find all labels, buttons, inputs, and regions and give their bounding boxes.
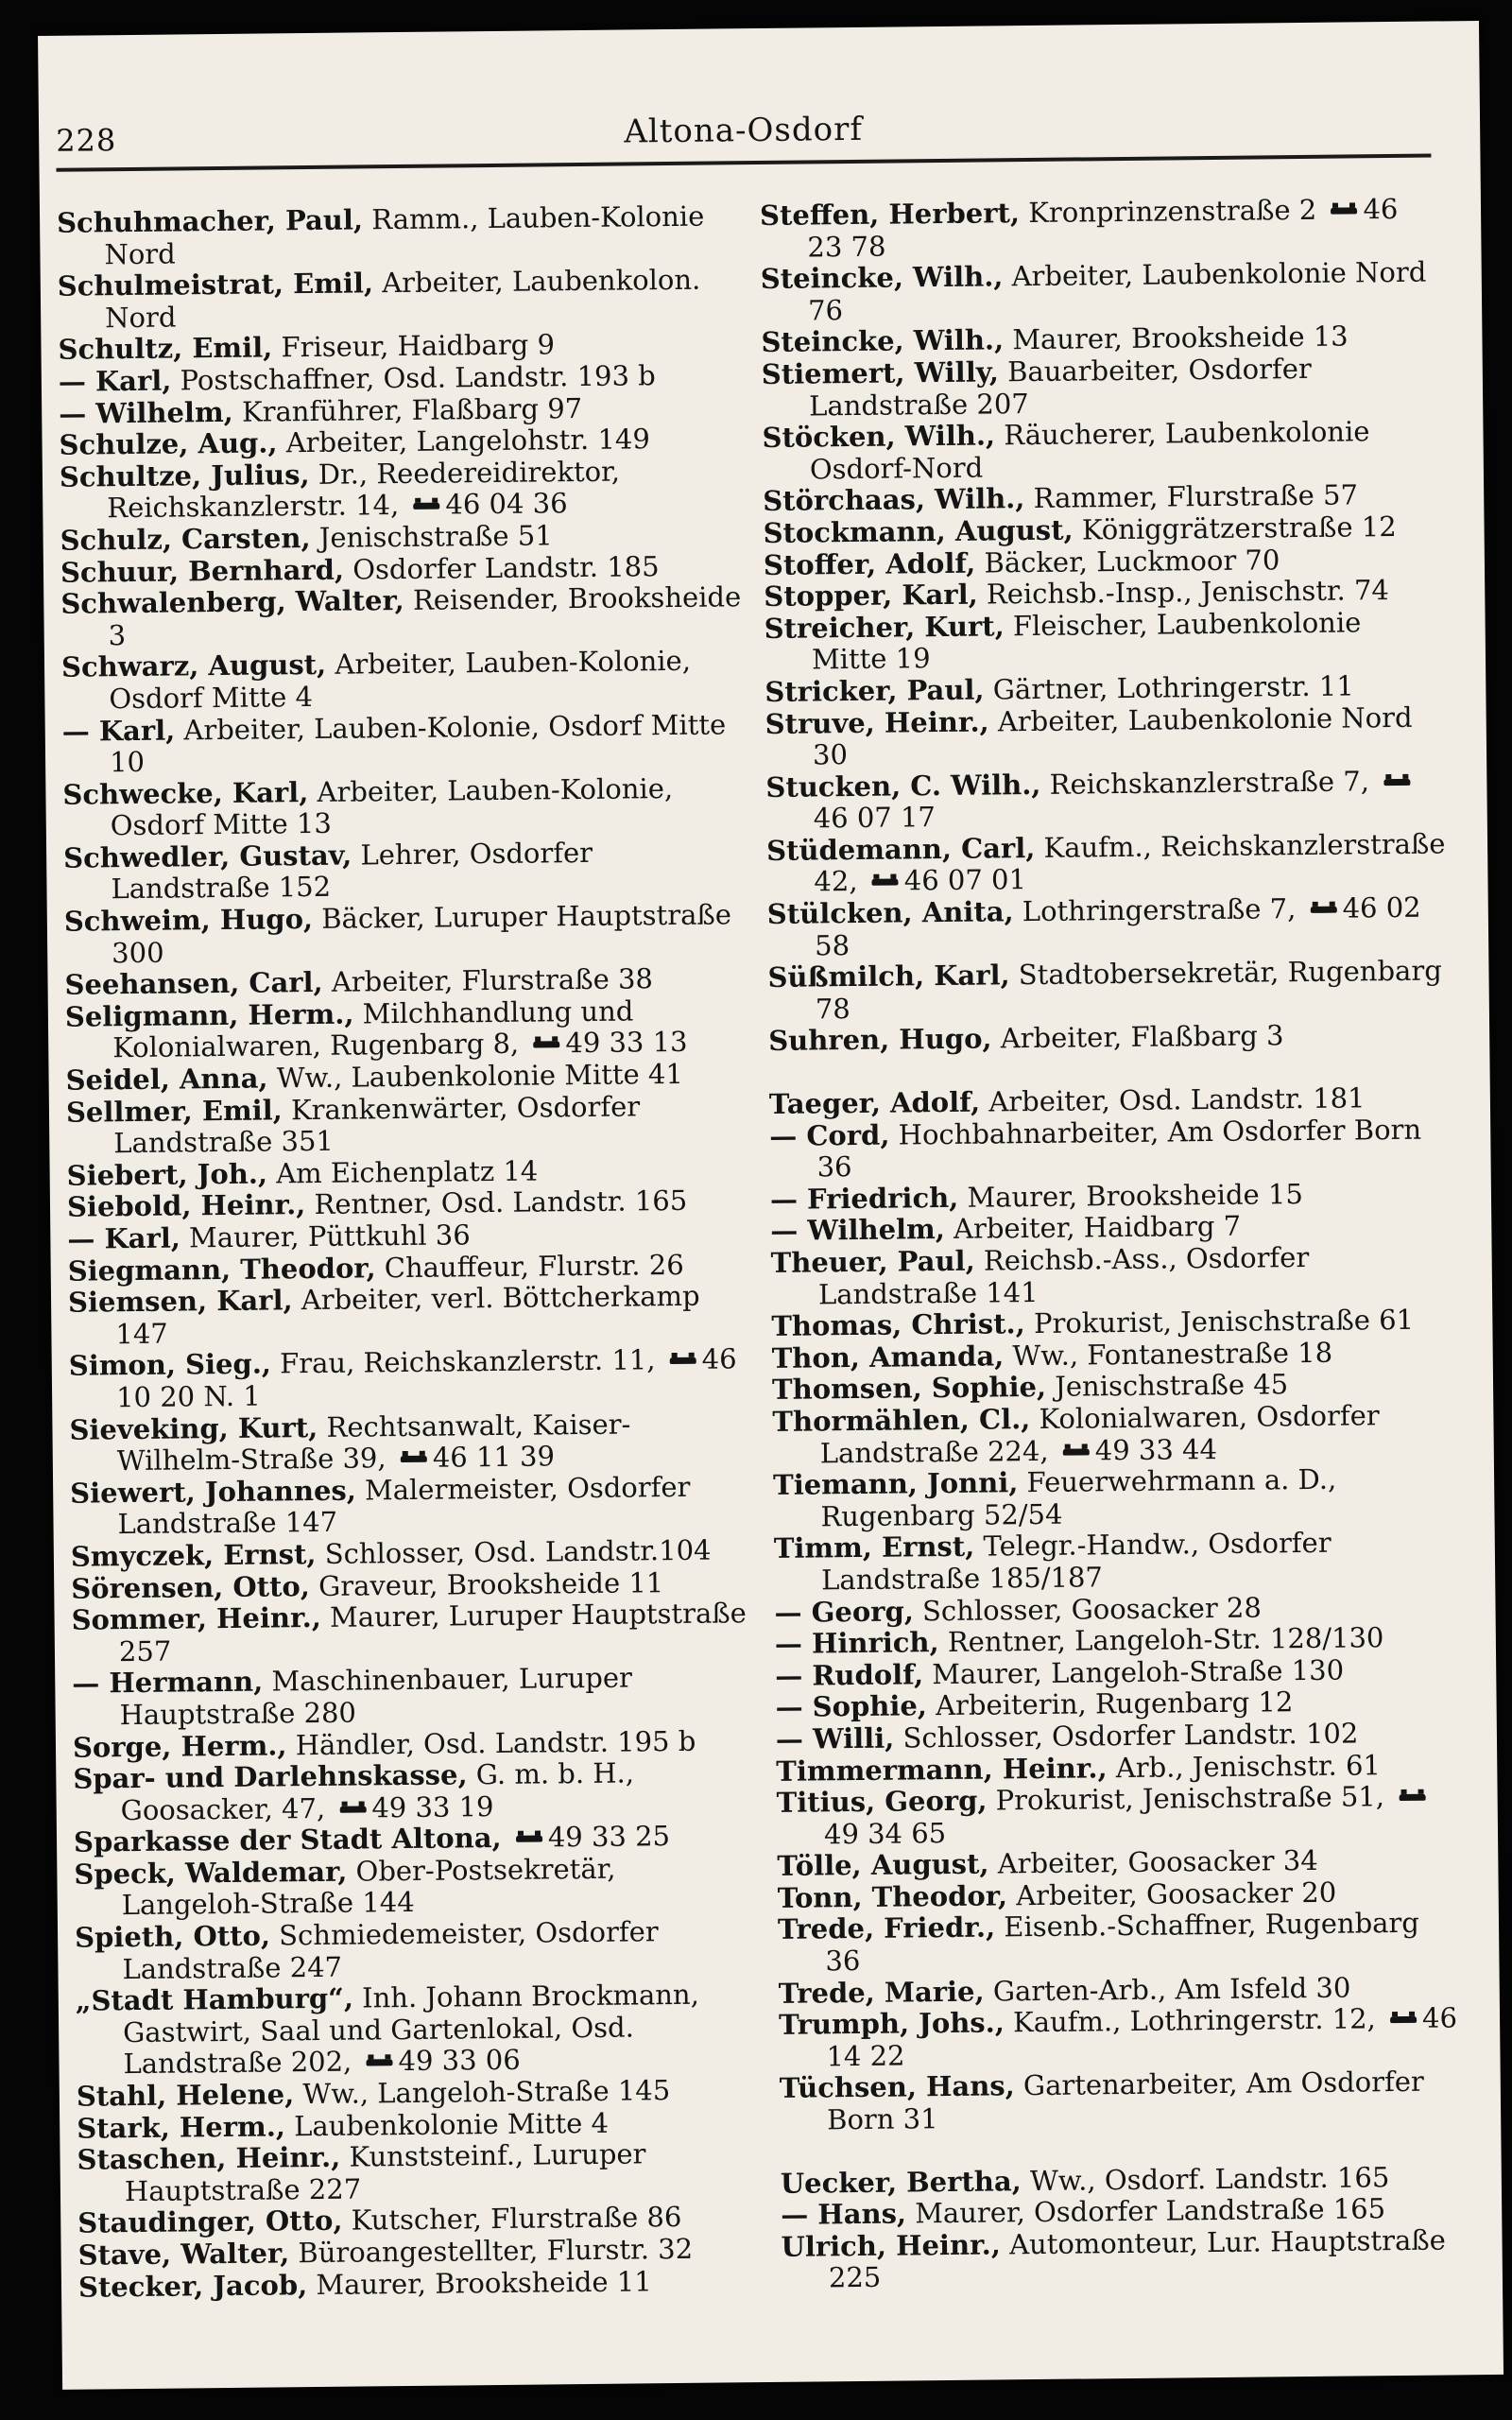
entry-name: Struve, Heinr., xyxy=(765,704,989,740)
entry-name: — Georg, xyxy=(774,1594,915,1629)
directory-entry xyxy=(762,352,1443,423)
entry-name: Schulmeistrat, Emil, xyxy=(57,267,374,302)
left-column xyxy=(57,200,759,2304)
directory-entry xyxy=(65,994,747,1065)
directory-entry xyxy=(765,701,1447,772)
phone-number: 49 34 65 xyxy=(823,1816,947,1851)
entry-details: Rammer, Flurstraße 57 xyxy=(1024,478,1359,515)
directory-entry xyxy=(69,1408,750,1478)
entry-details: Krankenwärter, Osdorfer Landstraße 351 xyxy=(113,1090,641,1160)
entry-name: Tonn, Theodor, xyxy=(777,1879,1008,1914)
entry-name: Thomsen, Sophie, xyxy=(771,1371,1047,1407)
directory-entry xyxy=(769,1114,1451,1184)
directory-entry xyxy=(760,193,1441,264)
entry-details: Garten-Arb., Am Isfeld 30 xyxy=(984,1971,1351,2008)
directory-entry xyxy=(768,1019,1449,1058)
telephone-icon xyxy=(872,877,899,889)
entry-details: Räucherer, Laubenkolonie Osdorf-Nord xyxy=(809,415,1370,486)
entry-details: Arbeiter, Goosacker 20 xyxy=(1006,1876,1337,1912)
directory-entry xyxy=(58,264,739,335)
entry-name: — Sophie, xyxy=(775,1689,928,1724)
entry-name: Siemsen, Karl, xyxy=(67,1284,293,1319)
entry-name: Timmermann, Heinr., xyxy=(776,1751,1108,1788)
entry-name: Stark, Herm., xyxy=(77,2109,286,2145)
entry-name: Stülcken, Anita, xyxy=(766,895,1014,931)
entry-name: Thormählen, Cl., xyxy=(772,1403,1031,1438)
entry-name: Schulze, Aug., xyxy=(59,426,278,461)
entry-details: Schlosser, Osdorfer Landstr. 102 xyxy=(894,1717,1359,1754)
telephone-icon xyxy=(1331,205,1357,216)
entry-name: Sparkasse der Stadt Altona, xyxy=(73,1822,502,1858)
entry-name: Sommer, Heinr., xyxy=(71,1601,321,1636)
entry-name: — Karl, xyxy=(58,364,172,398)
directory-entry xyxy=(774,1527,1455,1598)
telephone-icon xyxy=(413,501,439,512)
entry-details: Eisenb.-Schaffner, Rugenbarg 36 xyxy=(825,1907,1420,1978)
entry-name: Schwedler, Gustav, xyxy=(62,838,352,874)
entry-details: Gartenarbeiter, Am Osdorfer Born 31 xyxy=(826,2066,1424,2136)
entry-name: Tüchsen, Hans, xyxy=(779,2069,1015,2105)
entry-name: Schwalenberg, Walter, xyxy=(60,584,404,620)
entry-name: Staschen, Heinr., xyxy=(77,2140,341,2176)
entry-details: Maurer, Brooksheide 11 xyxy=(307,2264,652,2301)
entry-details: Königgrätzerstraße 12 xyxy=(1073,510,1397,546)
directory-entry xyxy=(60,455,741,526)
entry-name: Trumph, Johs., xyxy=(778,2006,1005,2042)
directory-entry xyxy=(73,1756,754,1827)
entry-details: Maurer, Luruper Hauptstraße 257 xyxy=(118,1597,747,1668)
directory-entry xyxy=(64,899,746,970)
directory-entry xyxy=(762,416,1443,487)
entry-name: Schulz, Carsten, xyxy=(60,521,311,557)
phone-number: 46 02 58 xyxy=(814,890,1421,962)
directory-entry xyxy=(778,1908,1459,1979)
telephone-icon xyxy=(1063,1446,1090,1458)
entry-details: Am Eichenplatz 14 xyxy=(266,1154,539,1190)
entry-details: Feuerwehrmann a. D., Rugenbarg 52/54 xyxy=(820,1462,1337,1533)
entry-details: Arbeiter, Goosacker 34 xyxy=(988,1844,1318,1880)
entry-details: Gärtner, Lothringerstr. 11 xyxy=(984,669,1354,706)
entry-name: Störchaas, Wilh., xyxy=(763,482,1025,518)
entry-name: „Stadt Hamburg“, xyxy=(75,1981,354,2017)
phone-number: 46 23 78 xyxy=(807,192,1399,264)
entry-details: Ww., Langeloh-Straße 145 xyxy=(294,2074,671,2111)
entry-details: Arbeiter, Laubenkolonie Nord 30 xyxy=(812,700,1413,771)
entry-details: Maurer, Langeloh-Straße 130 xyxy=(922,1653,1345,1690)
entry-name: Smyczek, Ernst, xyxy=(70,1537,317,1573)
phone-number: 46 07 17 xyxy=(813,801,936,835)
entry-details: Arbeiter, verl. Böttcherkamp 147 xyxy=(115,1279,700,1350)
page-header xyxy=(56,105,1432,176)
entry-name: Spieth, Otto, xyxy=(74,1919,271,1954)
entry-name: Sorge, Herm., xyxy=(72,1728,287,1764)
entry-name: — Karl, xyxy=(61,714,176,748)
entry-details: Lothringerstraße 7, xyxy=(1013,892,1297,928)
entry-name: Schweim, Hugo, xyxy=(63,903,314,938)
entry-details: Milchhandlung und Kolonialwaren, Rugenbarg 8, xyxy=(112,994,634,1064)
directory-entry xyxy=(62,709,744,780)
entry-name: Spar- und Darlehnskasse, xyxy=(73,1758,468,1795)
phone-number: 49 33 44 xyxy=(1094,1432,1218,1466)
directory-entry xyxy=(60,581,742,652)
directory-entry xyxy=(70,1471,751,1542)
directory-entry xyxy=(71,1598,752,1668)
entry-name: Stüdemann, Carl, xyxy=(765,831,1036,867)
telephone-icon xyxy=(670,1356,696,1367)
entry-name: — Hans, xyxy=(781,2197,907,2232)
entry-details: Lehrer, Osdorfer Landstraße 152 xyxy=(111,836,593,906)
entry-details: Arbeiter, Langelohstr. 149 xyxy=(277,423,651,459)
directory-entry xyxy=(773,1463,1454,1534)
directory-entry xyxy=(781,2224,1462,2295)
entry-details: Maurer, Brooksheide 15 xyxy=(958,1177,1303,1214)
entry-details: Stadtobersekretär, Rugenbarg 78 xyxy=(815,954,1442,1026)
entry-name: Theuer, Paul, xyxy=(770,1244,975,1279)
entry-name: Siewert, Johannes, xyxy=(70,1474,357,1510)
directory-entry xyxy=(72,1661,753,1732)
directory-entry xyxy=(76,1979,757,2081)
entry-details: Laubenkolonie Mitte 4 xyxy=(284,2106,610,2142)
entry-details: Schlosser, Goosacker 28 xyxy=(913,1591,1263,1627)
entry-name: Trede, Friedr., xyxy=(777,1910,996,1946)
telephone-icon xyxy=(1311,905,1337,916)
telephone-icon xyxy=(1383,777,1410,788)
entry-name: Seidel, Anna, xyxy=(65,1062,268,1097)
entry-details: Schmiedemeister, Osdorfer Landstraße 247 xyxy=(122,1915,659,1985)
directory-entry xyxy=(761,257,1442,328)
entry-details: Maurer, Püttkuhl 36 xyxy=(180,1219,471,1254)
telephone-icon xyxy=(1390,2014,1417,2026)
entry-details: Arb., Jenischstr. 61 xyxy=(1107,1748,1382,1784)
entry-name: Uecker, Bertha, xyxy=(780,2164,1022,2200)
entry-details: Reichsb.-Ass., Osdorfer Landstraße 141 xyxy=(817,1240,1310,1311)
entry-name: Streicher, Kurt, xyxy=(764,610,1005,645)
phone-number: 46 14 22 xyxy=(826,2001,1458,2073)
entry-name: Seehansen, Carl, xyxy=(64,966,323,1001)
entry-name: Stoffer, Adolf, xyxy=(763,546,976,581)
entry-details: Büroangestellter, Flurstr. 32 xyxy=(289,2232,694,2270)
directory-entry xyxy=(61,646,743,717)
phone-number: 46 11 39 xyxy=(432,1440,556,1474)
entry-name: Süßmilch, Karl, xyxy=(767,959,1010,994)
entry-details: Arbeiter, Laubenkolon. Nord xyxy=(104,263,701,335)
directory-entry xyxy=(776,1780,1457,1851)
entry-name: Steincke, Wilh., xyxy=(760,260,1004,296)
directory-entry xyxy=(57,200,738,271)
phone-number: 49 33 13 xyxy=(565,1026,688,1060)
entry-name: Siegmann, Theodor, xyxy=(67,1251,376,1288)
entry-name: Ulrich, Heinr., xyxy=(781,2228,1002,2263)
header-rule xyxy=(57,154,1432,172)
phone-number: 49 33 25 xyxy=(547,1820,671,1854)
entry-details: Schlosser, Osd. Landstr.104 xyxy=(316,1533,712,1570)
entry-details: Rentner, Osd. Landstr. 165 xyxy=(305,1184,688,1221)
directory-entry xyxy=(765,765,1447,836)
entry-details: Ww., Fontanestraße 18 xyxy=(1004,1336,1333,1373)
entry-details: Händler, Osd. Landstr. 195 b xyxy=(286,1724,696,1761)
directory-entry xyxy=(63,836,745,907)
entry-name: Steffen, Herbert, xyxy=(759,197,1021,232)
entry-details: Kronprinzenstraße 2 xyxy=(1019,193,1317,230)
entry-details: Reisender, Brooksheide 3 xyxy=(108,580,742,651)
entry-name: Schuur, Bernhard, xyxy=(60,553,345,589)
entry-name: Schultz, Emil, xyxy=(58,331,273,367)
entry-name: Seligmann, Herm., xyxy=(64,997,354,1033)
entry-details: Malermeister, Osdorfer Landstraße 147 xyxy=(117,1470,691,1541)
entry-details: Kunststeinf., Luruper Hauptstraße 227 xyxy=(124,2137,646,2207)
directory-entry xyxy=(764,606,1445,677)
entry-details: Arbeiter, Laubenkolonie Nord 76 xyxy=(807,255,1427,327)
directory-entry xyxy=(62,772,744,843)
entry-name: Trede, Marie, xyxy=(778,1975,985,2010)
entry-details: Rechtsanwalt, Kaiser-Wilhelm-Straße 39, xyxy=(116,1408,631,1478)
entry-name: — Karl, xyxy=(67,1221,181,1255)
phone-number: 46 10 20 N. 1 xyxy=(115,1342,737,1414)
entry-name: Simon, Sieg., xyxy=(68,1347,272,1383)
entry-details: Rentner, Langeloh-Str. 128/130 xyxy=(938,1621,1384,1659)
entry-name: — Wilhelm, xyxy=(770,1213,946,1248)
entry-name: Schwarz, August, xyxy=(60,648,327,684)
entry-name: Sieveking, Kurt, xyxy=(69,1410,318,1446)
entry-details: Prokurist, Jenischstraße 51, xyxy=(987,1780,1385,1817)
directory-entry xyxy=(767,956,1449,1027)
entry-details: Arbeiter, Osd. Landstr. 181 xyxy=(979,1081,1366,1118)
entry-name: Stiemert, Willy, xyxy=(761,355,1000,390)
directory-entry xyxy=(779,2003,1460,2074)
phone-number: 49 33 19 xyxy=(371,1789,494,1824)
running-title: Altona-Osdorf xyxy=(624,110,864,151)
entry-details: Dr., Reedereidirektor, Reichskanzlerstr. 14, xyxy=(107,455,621,525)
directory-entry xyxy=(68,1280,749,1351)
entry-details: Kutscher, Flurstraße 86 xyxy=(342,2201,682,2238)
entry-details: Jenischstraße 51 xyxy=(310,519,553,554)
entry-details: Bauarbeiter, Osdorfer Landstraße 207 xyxy=(809,352,1312,423)
entry-name: Siebold, Heinr., xyxy=(66,1188,306,1224)
directory-entry xyxy=(767,891,1449,962)
entry-details: Ramm., Lauben-Kolonie Nord xyxy=(104,199,705,270)
entry-details: Ober-Postsekretär, Langeloh-Straße 144 xyxy=(121,1852,616,1922)
entry-details: Inh. Johann Brockmann, Gastwirt, Saal und Gartenlokal, Osd. Landstraße 202, xyxy=(122,1979,700,2081)
telephone-icon xyxy=(516,1834,542,1845)
directory-entry xyxy=(766,828,1448,899)
entry-details: Friseur, Haidbarg 9 xyxy=(272,328,556,364)
directory-entry xyxy=(771,1240,1452,1311)
entry-name: Steincke, Wilh., xyxy=(761,323,1005,359)
telephone-icon xyxy=(401,1454,427,1465)
directory-entry xyxy=(77,2137,758,2208)
entry-details: Arbeiter, Lauben-Kolonie, Osdorf Mitte 13 xyxy=(110,771,674,842)
entry-name: — Friedrich, xyxy=(769,1181,959,1216)
directory-entry xyxy=(78,2265,759,2304)
entry-name: — Rudolf, xyxy=(775,1657,924,1692)
telephone-icon xyxy=(533,1040,559,1051)
phone-number: 46 07 01 xyxy=(903,863,1027,897)
right-column xyxy=(760,193,1462,2294)
entry-name: Sörensen, Otto, xyxy=(71,1569,311,1605)
phone-number: 49 33 06 xyxy=(398,2044,521,2078)
entry-name: Taeger, Adolf, xyxy=(768,1085,981,1120)
entry-details: Automonteur, Lur. Hauptstraße 225 xyxy=(828,2223,1446,2294)
entry-details: Osdorfer Landstr. 185 xyxy=(343,549,660,586)
entry-name: Schuhmacher, Paul, xyxy=(56,203,364,239)
entry-details: Chauffeur, Flurstr. 26 xyxy=(375,1248,684,1284)
entry-name: Schwecke, Karl, xyxy=(62,775,309,811)
entry-name: Staudinger, Otto, xyxy=(77,2204,343,2240)
entry-name: Tiemann, Jonni, xyxy=(772,1466,1019,1502)
entry-details: Arbeiter, Haidbarg 7 xyxy=(944,1210,1242,1246)
entry-details: Telegr.-Handw., Osdorfer Landstraße 185/187 xyxy=(821,1527,1332,1597)
entry-details: Arbeiterin, Rugenbarg 12 xyxy=(926,1685,1294,1722)
entry-name: — Hermann, xyxy=(72,1665,264,1701)
entry-name: Stahl, Helene, xyxy=(76,2078,295,2113)
entry-details: Maschinenbauer, Luruper Hauptstraße 280 xyxy=(119,1661,633,1732)
entry-details: Maurer, Osdorfer Landstraße 165 xyxy=(905,2192,1386,2230)
page-number: 228 xyxy=(56,122,117,159)
entry-name: Stopper, Karl, xyxy=(764,578,978,614)
entry-name: Stecker, Jacob, xyxy=(77,2268,308,2304)
entry-details: Arbeiter, Flaßbarg 3 xyxy=(991,1019,1284,1055)
entry-name: Timm, Ernst, xyxy=(773,1530,975,1565)
entry-name: — Hinrich, xyxy=(774,1626,939,1661)
directory-entry xyxy=(772,1399,1453,1470)
entry-details: G. m. b. H., Goosacker, 47, xyxy=(120,1756,635,1826)
entry-name: Stricker, Paul, xyxy=(765,673,985,708)
entry-details: Frau, Reichskanzlerstr. 11, xyxy=(270,1343,656,1380)
entry-name: Titius, Georg, xyxy=(776,1784,988,1819)
entry-details: Hochbahnarbeiter, Am Osdorfer Born 36 xyxy=(816,1113,1422,1184)
entry-details: Bäcker, Luruper Hauptstraße 300 xyxy=(112,898,732,969)
entry-details: Prokurist, Jenischstraße 61 xyxy=(1024,1304,1415,1340)
entry-details: Maurer, Brooksheide 13 xyxy=(1003,320,1349,356)
entry-name: Siebert, Joh., xyxy=(66,1157,268,1192)
directory-entry xyxy=(74,1852,755,1923)
entry-name: — Cord, xyxy=(769,1118,890,1152)
directory-page xyxy=(38,21,1503,2390)
entry-name: Thomas, Christ., xyxy=(771,1307,1025,1343)
entry-details: Arbeiter, Lauben-Kolonie, Osdorf Mitte 10 xyxy=(109,707,727,779)
entry-details: Graveur, Brooksheide 11 xyxy=(309,1565,664,1602)
entry-name: Stucken, C. Wilh., xyxy=(765,768,1041,804)
entry-name: Thon, Amanda, xyxy=(771,1340,1005,1374)
directory-entry xyxy=(780,2066,1461,2137)
phone-number: 46 04 36 xyxy=(445,487,568,521)
entry-name: Stöcken, Wilh., xyxy=(762,419,996,455)
entry-details: Reichsb.-Insp., Jenischstr. 74 xyxy=(977,574,1390,611)
entry-details: Arbeiter, Flurstraße 38 xyxy=(322,962,654,999)
entry-details: Bäcker, Luckmoor 70 xyxy=(975,543,1280,579)
directory-entry xyxy=(69,1344,750,1415)
entry-name: Schultze, Julius, xyxy=(59,458,310,493)
entry-details: Ww., Osdorf. Landstr. 165 xyxy=(1021,2160,1390,2197)
entry-details: Arbeiter, Lauben-Kolonie, Osdorf Mitte 4 xyxy=(109,645,692,716)
directory-entry xyxy=(75,1915,756,1986)
entry-details: Jenischstraße 45 xyxy=(1045,1368,1289,1404)
entry-name: — Willi, xyxy=(775,1721,895,1755)
entry-name: Speck, Waldemar, xyxy=(74,1855,348,1891)
entry-name: Suhren, Hugo, xyxy=(768,1022,992,1058)
entry-name: Tölle, August, xyxy=(777,1847,989,1883)
entry-details: Ww., Laubenkolonie Mitte 41 xyxy=(267,1057,684,1095)
entry-details: Kaufm., Lothringerstr. 12, xyxy=(1004,2002,1376,2039)
entry-name: Sellmer, Emil, xyxy=(65,1093,283,1129)
entry-details: Postschaffner, Osd. Landstr. 193 b xyxy=(171,359,656,397)
entry-name: — Wilhelm, xyxy=(59,395,233,430)
telephone-icon xyxy=(339,1804,366,1815)
entry-details: Kolonialwaren, Osdorfer Landstraße 224, xyxy=(819,1399,1380,1469)
telephone-icon xyxy=(366,2058,392,2069)
entry-details: Kranführer, Flaßbarg 97 xyxy=(232,391,583,428)
entry-name: Stave, Walter, xyxy=(77,2237,290,2272)
entry-details: Fleischer, Laubenkolonie Mitte 19 xyxy=(811,606,1362,676)
telephone-icon xyxy=(1399,1792,1425,1804)
entry-details: Reichskanzlerstraße 7, xyxy=(1040,764,1370,801)
directory-entry xyxy=(66,1090,747,1161)
entry-details: Kaufm., Reichskanzlerstraße 42, xyxy=(814,827,1446,898)
entry-name: Stockmann, August, xyxy=(763,513,1074,549)
